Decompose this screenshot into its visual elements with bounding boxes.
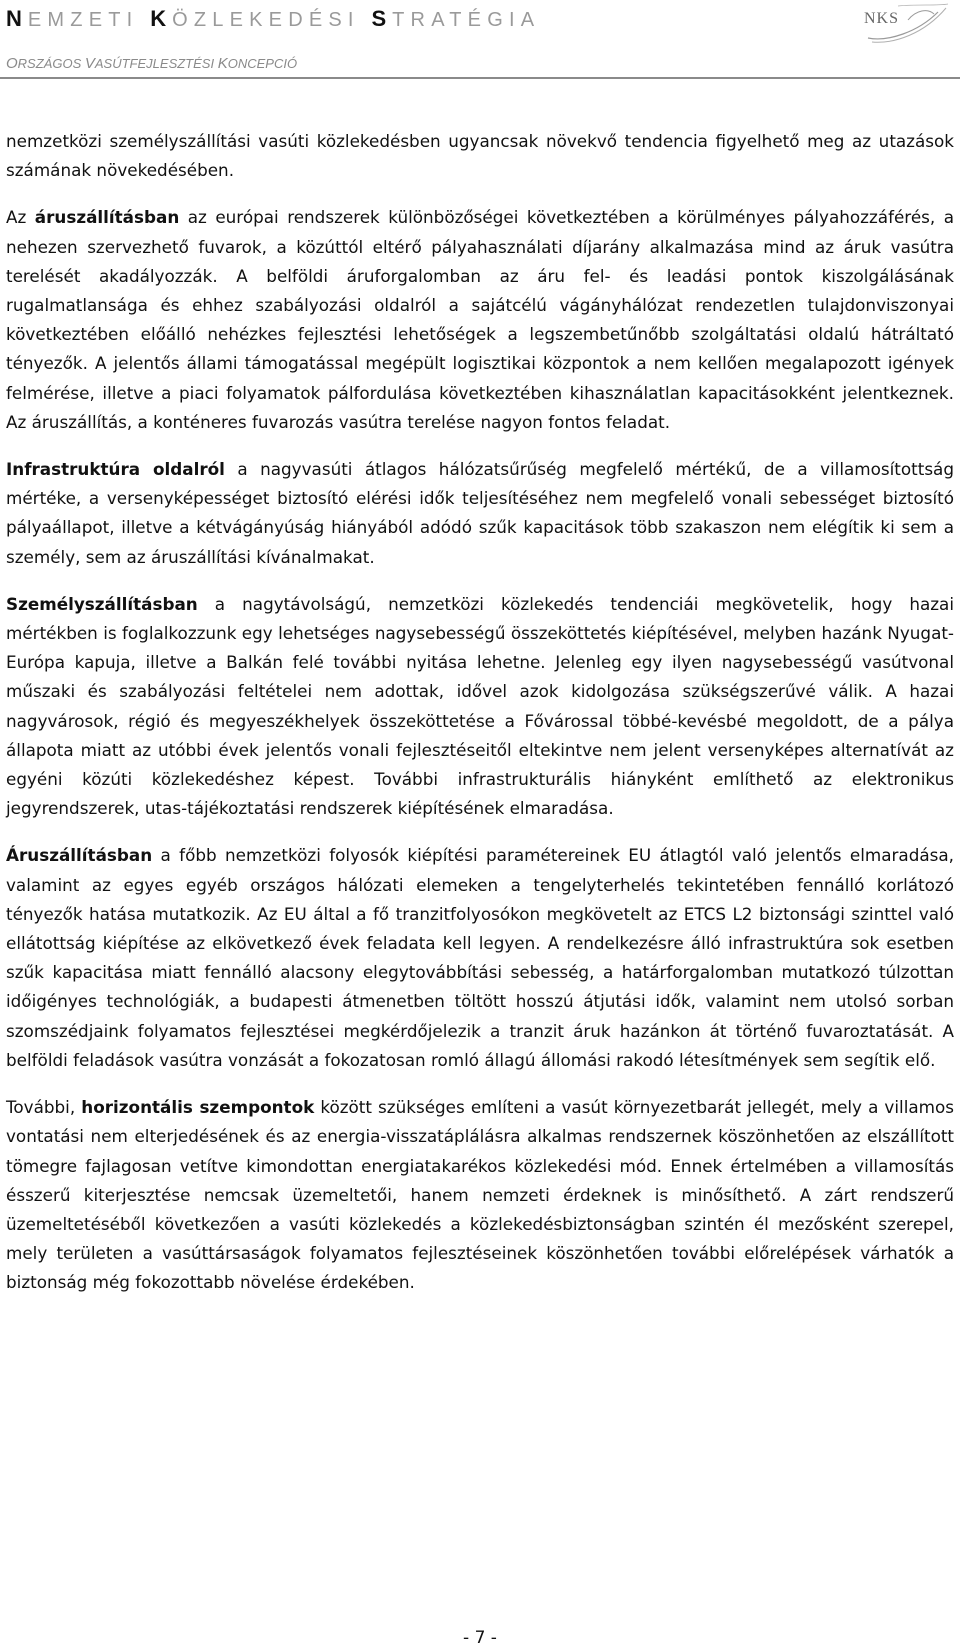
header-title-initial: N xyxy=(6,6,28,31)
header-title-initial: K xyxy=(150,6,173,31)
paragraph-text: között szükséges említeni a vasút környezetbarát jellegét, mely a villamos vontatási nem elterjedésének és az energia-visszatáplálásra alkalmas rendszernek köszönhetően az elszállított tömegre fajlagosan vetítve kimondottan energiatakarékos közlekedési mód. Ennek értelmében a villamosítás ésszerű kiterjesztése nemcsak üzemeltetői, hanem nemzeti érdeknek is minősíthető. A zárt rendszerű üzemeltetéséből következően a vasúti közlekedés a közlekedésbiztonságban szintén él mezősként szerepel, mely területen a vasúttársaságok folyamatos fejlesztéseinek köszönhetően további előrelépések várhatók a biztonság még fokozottabb növelése érdekében. xyxy=(6,1097,954,1293)
bold-term: áruszállításban xyxy=(34,207,180,228)
header-title-rest: ÖZLEKEDÉSI xyxy=(172,9,360,31)
header-title-rest: EMZETI xyxy=(27,9,139,31)
header-subtitle-rest: ONCEPCIÓ xyxy=(227,56,298,71)
header-title-rest: TRATÉGIA xyxy=(392,9,541,31)
paragraph-text: nemzetközi személyszállítási vasúti közlekedésben ugyancsak növekvő tendencia figyelhető meg az utazások számának növekedésében. xyxy=(6,131,954,181)
header-subtitle-rest: ASÚTFEJLESZTÉSI xyxy=(94,56,215,71)
header-subtitle-word xyxy=(85,56,214,71)
body-paragraph xyxy=(6,455,954,572)
header-title-initial: S xyxy=(371,6,393,31)
paragraph-text: a nagytávolságú, nemzetközi közlekedés tendenciái megkövetelik, hogy hazai mértékben is foglalkozzunk egy lehetséges nagysebességű összeköttetés kiépítésével, melyben hazánk Nyugat-Európa kapuja, illetve a Balkán felé további nyitása lehetne. Jelenleg egy ilyen nagysebességű vasútvonal műszaki és szabályozási feltételei nem adottak, idővel azok kidolgozása szükségszerűvé válik. A hazai nagyvárosok, régió és megyeszékhelyek összeköttetése a Fővárossal többé-kevésbé megoldott, de a pálya állapota miatt az utóbbi évek jelentős vonali fejlesztéseitől eltekintve nem jelent versenyképes alternatívát az egyéni közúti közlekedéshez képest. További infrastrukturális hiányként említhető az elektronikus jegyrendszerek, utas-tájékoztatási rendszerek kiépítésének elmaradása. xyxy=(6,593,954,819)
document-body xyxy=(6,127,954,1316)
header-subtitle-word xyxy=(218,56,297,71)
paragraph-text: az európai rendszerek különbözőségei következtében a körülményes pályahozzáférés, a nehezen szervezhető fuvarok, a közúttól eltérő pályahasználati díjarány alkalmazása mind az áruk vasútra terelését akadályozzák. A belföldi áruforgalomban az áru fel- és leadási pontok kiszolgálásának rugalmatlansága és ehhez szabályozási oldalról a sajátcélú vágányhálózat rendezetlen tulajdonviszonyai következtében előálló nehézkes fejlesztési lehetőségek a legszembetűnőbb szolgáltatási oldalú hátráltató tényezők. A jelentős állami támogatással megépült logisztikai központok a nem kellően megalapozott igények felmérése, illetve a piaci folyamatok pálfordulása következtében kihasználatlan kapacitásokként jelentkeznek. Az áruszállítás, a konténeres fuvarozás vasútra terelése nagyon fontos feladat. xyxy=(6,207,954,432)
paragraph-text: További, xyxy=(6,1097,82,1118)
bold-term: horizontális szempontok xyxy=(81,1097,315,1118)
paragraph-text: Az xyxy=(6,207,35,228)
header-subtitle-rest: RSZÁGOS xyxy=(17,56,82,71)
header-subtitle-initial: K xyxy=(217,55,228,72)
body-paragraph xyxy=(6,127,954,185)
header-divider xyxy=(0,77,960,79)
header-title-word xyxy=(6,6,139,31)
header-subtitle-initial: O xyxy=(6,55,18,72)
body-paragraph xyxy=(6,841,954,1075)
nks-logo xyxy=(858,2,954,46)
body-paragraph xyxy=(6,203,954,437)
header-subtitle xyxy=(6,55,297,72)
header-title-word xyxy=(371,6,541,31)
header-subtitle-word xyxy=(6,56,81,71)
header-title-word xyxy=(150,6,360,31)
paragraph-text: a nagyvasúti átlagos hálózatsűrűség megfelelő mértékű, de a villamosítottság mértéke, a versenyképességet biztosító elérési idők teljesítéséhez nem megfelelő vonali sebességet biztosító pályaállapot, illetve a kétvágányúság hiányából adódó szűk kapacitások több szakaszon nem elégítik ki sem a személy, sem az áruszállítási kívánalmakat. xyxy=(6,459,954,567)
paragraph-text: a főbb nemzetközi folyosók kiépítési paramétereinek EU átlagtól való jelentős elmaradása, valamint az egyes egyéb országos hálózati elemeken a tengelyterhelés tekintetében fennálló korlátozó tényezők hatása mutatkozik. Az EU által a fő tranzitfolyosókon megkövetelt az ETCS L2 biztonsági szinttel való ellátottság kiépítése az elkövetkező évek feladata kell legyen. A rendelkezésre álló infrastruktúra sok esetben szűk kapacitása miatt fennálló alacsony elegytovábbítási sebesség, a határforgalomban mutatkozó túlzottan időigényes technológiák, a budapesti átmenetben töltött hosszú átjutási idők, valamint nem utolsó sorban szomszédjaink folyamatos fejlesztései megkérdőjelezik a tranzit áruk hazánkon át történő fuvaroztatását. A belföldi feladások vasútra vonzását a fokozatosan romló állagú állomási rakodó létesítmények sem segítik elő. xyxy=(6,845,954,1070)
logo-text: NKS xyxy=(864,10,900,27)
body-paragraph xyxy=(6,590,954,824)
header-title xyxy=(6,6,540,32)
bold-term: Áruszállításban xyxy=(6,845,153,866)
body-paragraph xyxy=(6,1093,954,1297)
page-number: - 7 - xyxy=(463,1628,497,1648)
bold-term: Személyszállításban xyxy=(6,593,198,614)
bold-term: Infrastruktúra oldalról xyxy=(6,459,225,480)
page-header xyxy=(0,0,960,80)
header-subtitle-initial: V xyxy=(84,55,95,72)
